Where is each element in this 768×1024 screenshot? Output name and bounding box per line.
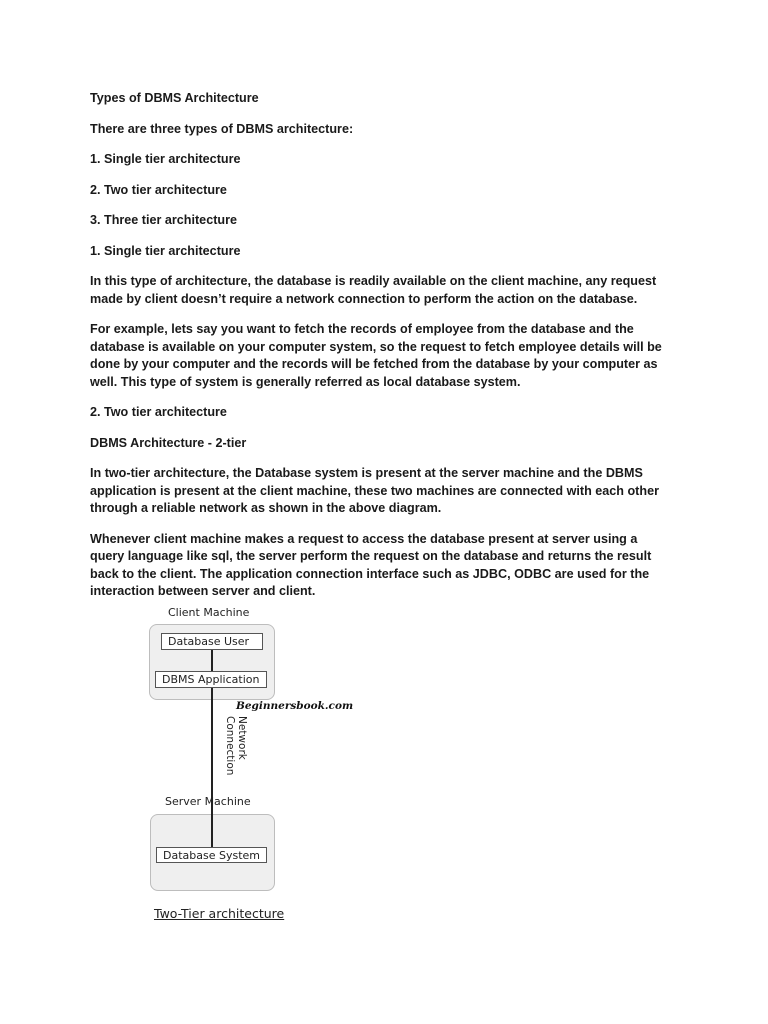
subheading-dbms-2-tier: DBMS Architecture - 2-tier: [90, 435, 247, 450]
database-system-box: Database System: [156, 847, 267, 863]
list-item-two-tier: 2. Two tier architecture: [90, 182, 227, 197]
paragraph-single-tier-example: For example, lets say you want to fetch the records of employee from the database and the database is available on your computer system, so the request to fetch employee details will be done by your computer and the records will be fetched from the database by your computer as well. This type of system is generally referred as local database system.: [90, 322, 662, 389]
document-body: [90, 90, 670, 614]
connector-line-server: [211, 814, 213, 848]
paragraph-single-tier-description: In this type of architecture, the database is readily available on the client machine, any request made by client doesn’t require a network connection to perform the action on the database.: [90, 274, 657, 306]
connector-line-client: [211, 650, 213, 671]
list-item-single-tier: 1. Single tier architecture: [90, 152, 241, 166]
section-heading-two-tier: 2. Two tier architecture: [90, 405, 227, 419]
network-label-line2: Connection: [224, 716, 236, 776]
database-user-box: Database User: [161, 633, 263, 650]
paragraph-two-tier-request: Whenever client machine makes a request to access the database present at server using a query language like sql, the server perform the request on the database and returns the result back to the client. The application connection interface such as JDBC, ODBC are used for the interaction between server and client.: [90, 531, 652, 598]
network-label-line1: Network: [236, 716, 248, 760]
server-machine-label: Server Machine: [165, 795, 251, 808]
paragraph-two-tier-description: In two-tier architecture, the Database system is present at the server machine and the DBMS application is present at the client machine, these two machines are connected with each other through a reliable network as shown in the above diagram.: [90, 466, 659, 515]
network-connection-label: [224, 716, 248, 775]
beginnersbook-watermark: Beginnersbook.com: [236, 700, 354, 712]
intro-sentence: There are three types of DBMS architecture:: [90, 121, 354, 136]
diagram-caption: Two-Tier architecture: [154, 906, 285, 921]
client-machine-label: Client Machine: [168, 606, 250, 619]
dbms-application-box: DBMS Application: [155, 671, 267, 688]
section-heading-single-tier: 1. Single tier architecture: [90, 243, 241, 258]
list-item-three-tier: 3. Three tier architecture: [90, 213, 237, 227]
heading-types-of-dbms: Types of DBMS Architecture: [90, 91, 259, 105]
